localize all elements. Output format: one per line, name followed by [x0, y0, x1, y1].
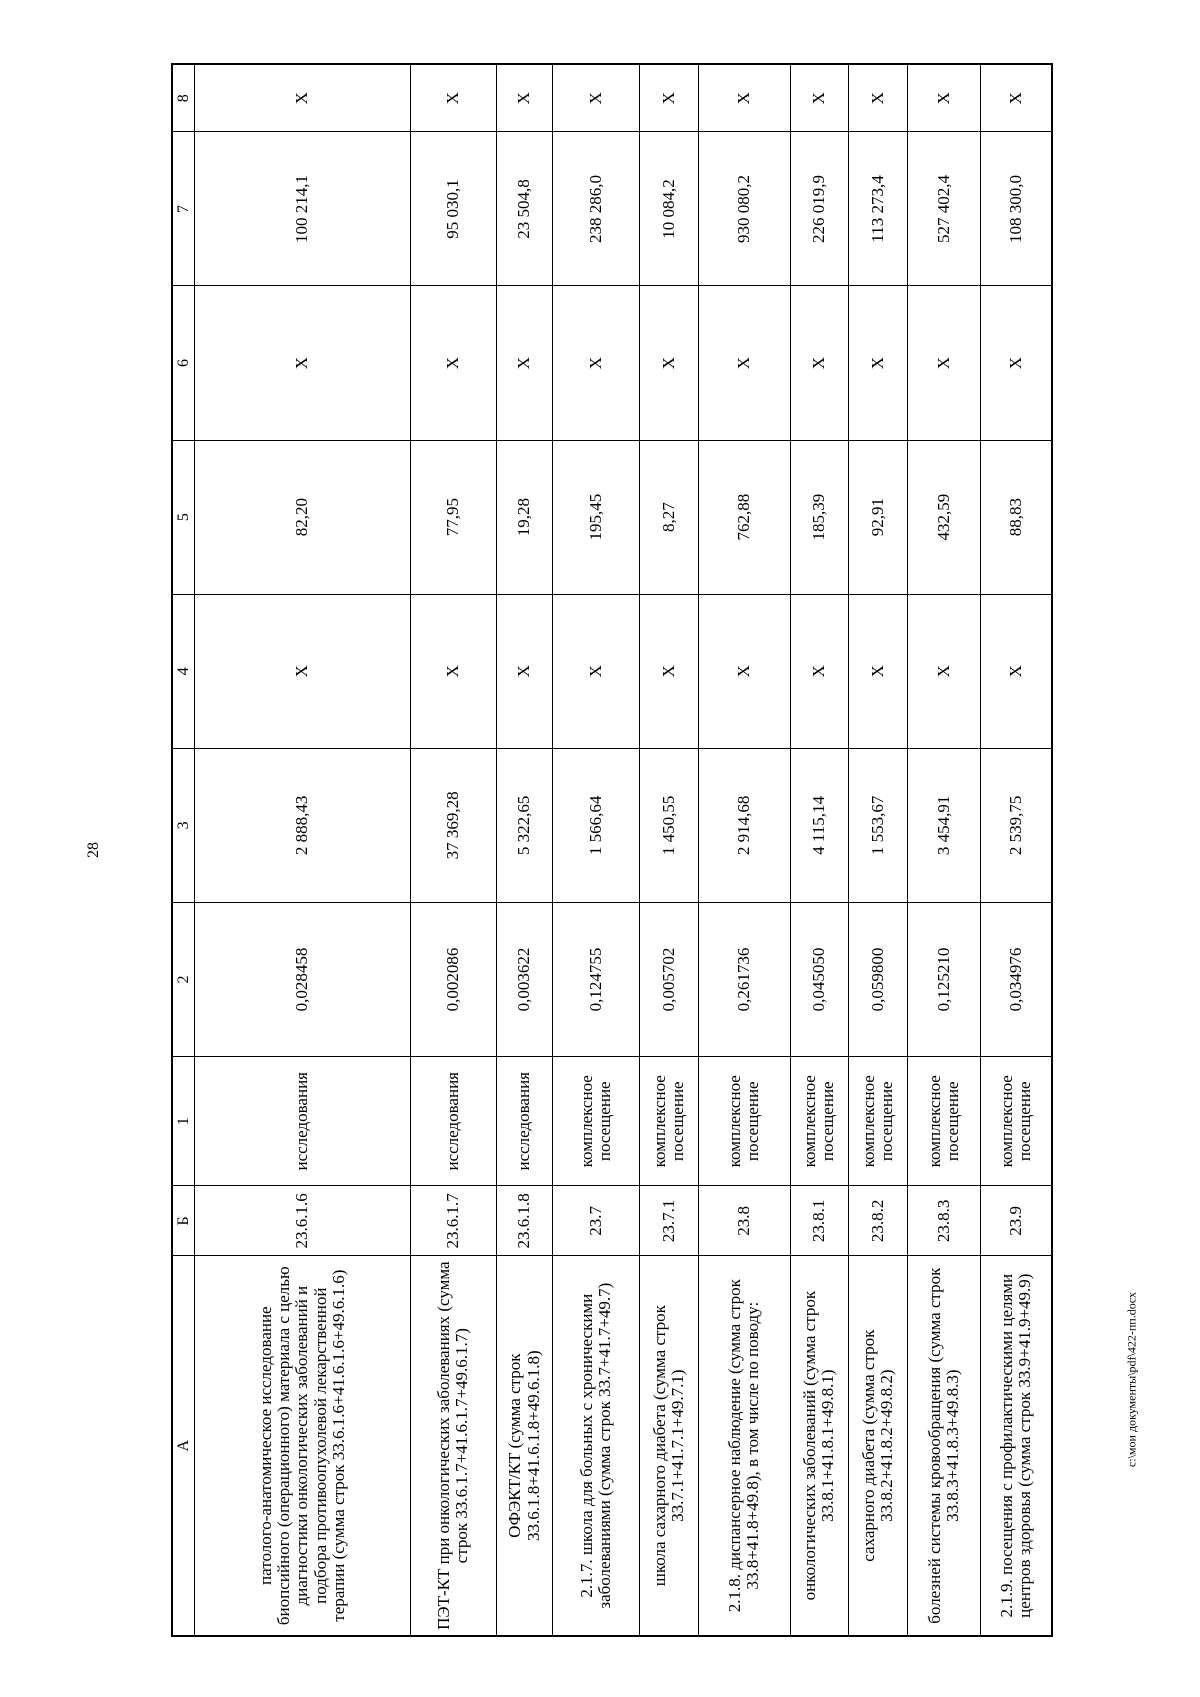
table-cell-c8: Х	[849, 64, 908, 132]
table-cell-c3: 2 914,68	[698, 748, 790, 902]
table-cell-a: ОФЭКТ/КТ (сумма строк 33.6.1.8+41.6.1.8+49.6.1.8)	[496, 1256, 552, 1636]
table-cell-c2: 0,261736	[698, 902, 790, 1056]
table-cell-c8: Х	[790, 64, 849, 132]
table-cell-c1: комплексное посещение	[790, 1057, 849, 1186]
table-cell-c8: Х	[981, 64, 1052, 132]
table-cell-c4: Х	[410, 594, 496, 748]
table-row	[698, 64, 790, 1636]
table-cell-b: 23.6.1.7	[410, 1186, 496, 1256]
table-cell-c1: исследования	[410, 1057, 496, 1186]
page-number: 28	[85, 842, 102, 858]
table-cell-c2: 0,045050	[790, 902, 849, 1056]
table-cell-c2: 0,124755	[553, 902, 640, 1056]
table-cell-c2: 0,005702	[640, 902, 699, 1056]
column-header: 8	[172, 64, 195, 132]
table-cell-b: 23.7	[553, 1186, 640, 1256]
table-row	[553, 64, 640, 1636]
column-header: 3	[172, 748, 195, 902]
table-cell-c3: 3 454,91	[907, 748, 980, 902]
table-cell-c7: 930 080,2	[698, 132, 790, 286]
data-table	[171, 63, 1053, 1637]
table-cell-c6: Х	[496, 286, 552, 440]
table-cell-c4: Х	[849, 594, 908, 748]
table-cell-c5: 82,20	[195, 440, 411, 594]
table-cell-c8: Х	[410, 64, 496, 132]
data-table-container	[171, 63, 1053, 1637]
table-cell-c4: Х	[553, 594, 640, 748]
table-cell-c8: Х	[907, 64, 980, 132]
table-body	[195, 64, 1053, 1636]
table-cell-c8: Х	[496, 64, 552, 132]
column-header: 7	[172, 132, 195, 286]
table-cell-b: 23.8.3	[907, 1186, 980, 1256]
table-cell-b: 23.8	[698, 1186, 790, 1256]
table-cell-c3: 2 888,43	[195, 748, 411, 902]
table-cell-a: патолого-анатомическое исследование биопсийного (операционного) материала с целью диагностики онкологических заболеваний и подбора противоопухолевой лекарственной терапии (сумма строк 33.6.1.6+41.6.1.6+49.6.1.6)	[195, 1256, 411, 1636]
table-cell-c4: Х	[981, 594, 1052, 748]
table-row	[849, 64, 908, 1636]
table-cell-c2: 0,059800	[849, 902, 908, 1056]
table-cell-c3: 1 450,55	[640, 748, 699, 902]
table-cell-c8: Х	[640, 64, 699, 132]
table-row	[195, 64, 411, 1636]
table-cell-c3: 1 553,67	[849, 748, 908, 902]
table-row	[790, 64, 849, 1636]
table-cell-b: 23.7.1	[640, 1186, 699, 1256]
table-cell-a: 2.1.9. посещения с профилактическими целями центров здоровья (сумма строк 33.9+41.9+49.9)	[981, 1256, 1052, 1636]
table-cell-c8: Х	[698, 64, 790, 132]
table-cell-c7: 527 402,4	[907, 132, 980, 286]
table-cell-c4: Х	[907, 594, 980, 748]
table-cell-c5: 8,27	[640, 440, 699, 594]
table-cell-a: сахарного диабета (сумма строк 33.8.2+41.8.2+49.8.2)	[849, 1256, 908, 1636]
table-cell-c3: 5 322,65	[496, 748, 552, 902]
table-cell-c1: комплексное посещение	[698, 1057, 790, 1186]
table-cell-c7: 238 286,0	[553, 132, 640, 286]
table-cell-b: 23.9	[981, 1186, 1052, 1256]
table-cell-b: 23.6.1.8	[496, 1186, 552, 1256]
footer-file-path: c:\мои документы\pdf\422-пп.docx	[1124, 1291, 1139, 1468]
table-row	[496, 64, 552, 1636]
table-cell-c7: 113 273,4	[849, 132, 908, 286]
column-header: 5	[172, 440, 195, 594]
table-cell-c1: исследования	[496, 1057, 552, 1186]
table-cell-c6: Х	[981, 286, 1052, 440]
table-cell-c8: Х	[553, 64, 640, 132]
table-cell-c7: 23 504,8	[496, 132, 552, 286]
table-cell-c5: 762,88	[698, 440, 790, 594]
column-header: А	[172, 1256, 195, 1636]
table-cell-c4: Х	[790, 594, 849, 748]
table-cell-c6: Х	[698, 286, 790, 440]
table-cell-a: 2.1.7. школа для больных с хроническими заболеваниями (сумма строк 33.7+41.7+49.7)	[553, 1256, 640, 1636]
table-cell-c3: 37 369,28	[410, 748, 496, 902]
table-cell-c1: исследования	[195, 1057, 411, 1186]
table-cell-b: 23.8.1	[790, 1186, 849, 1256]
table-cell-c6: Х	[907, 286, 980, 440]
table-cell-c7: 100 214,1	[195, 132, 411, 286]
table-cell-c5: 185,39	[790, 440, 849, 594]
table-cell-c1: комплексное посещение	[640, 1057, 699, 1186]
table-row	[907, 64, 980, 1636]
table-cell-c7: 226 019,9	[790, 132, 849, 286]
table-cell-c6: Х	[553, 286, 640, 440]
table-cell-c5: 195,45	[553, 440, 640, 594]
table-cell-c7: 95 030,1	[410, 132, 496, 286]
column-header: 2	[172, 902, 195, 1056]
table-cell-c7: 108 300,0	[981, 132, 1052, 286]
table-cell-c4: Х	[640, 594, 699, 748]
table-cell-a: болезней системы кровообращения (сумма строк 33.8.3+41.8.3+49.8.3)	[907, 1256, 980, 1636]
table-row	[410, 64, 496, 1636]
table-cell-c1: комплексное посещение	[849, 1057, 908, 1186]
table-cell-c8: Х	[195, 64, 411, 132]
column-header: 6	[172, 286, 195, 440]
table-cell-c3: 1 566,64	[553, 748, 640, 902]
table-cell-c4: Х	[496, 594, 552, 748]
column-header: 4	[172, 594, 195, 748]
table-cell-c6: Х	[790, 286, 849, 440]
table-cell-a: школа сахарного диабета (сумма строк 33.7.1+41.7.1+49.7.1)	[640, 1256, 699, 1636]
table-cell-a: онкологических заболеваний (сумма строк 33.8.1+41.8.1+49.8.1)	[790, 1256, 849, 1636]
column-header: Б	[172, 1186, 195, 1256]
table-cell-b: 23.8.2	[849, 1186, 908, 1256]
table-cell-c6: Х	[849, 286, 908, 440]
table-cell-c5: 92,91	[849, 440, 908, 594]
table-cell-c3: 2 539,75	[981, 748, 1052, 902]
table-cell-c4: Х	[698, 594, 790, 748]
table-cell-c2: 0,125210	[907, 902, 980, 1056]
table-header-row	[172, 64, 195, 1636]
table-cell-c1: комплексное посещение	[553, 1057, 640, 1186]
table-cell-c2: 0,028458	[195, 902, 411, 1056]
table-cell-c5: 19,28	[496, 440, 552, 594]
table-cell-c4: Х	[195, 594, 411, 748]
table-row	[640, 64, 699, 1636]
table-cell-c1: комплексное посещение	[981, 1057, 1052, 1186]
table-cell-c6: Х	[195, 286, 411, 440]
table-cell-c6: Х	[640, 286, 699, 440]
table-cell-c2: 0,002086	[410, 902, 496, 1056]
table-cell-b: 23.6.1.6	[195, 1186, 411, 1256]
table-cell-c5: 88,83	[981, 440, 1052, 594]
table-cell-c3: 4 115,14	[790, 748, 849, 902]
table-cell-a: 2.1.8. диспансерное наблюдение (сумма строк 33.8+41.8+49.8), в том числе по поводу:	[698, 1256, 790, 1636]
table-cell-c1: комплексное посещение	[907, 1057, 980, 1186]
table-cell-c2: 0,034976	[981, 902, 1052, 1056]
table-row	[981, 64, 1052, 1636]
table-cell-c7: 10 084,2	[640, 132, 699, 286]
table-cell-c5: 77,95	[410, 440, 496, 594]
column-header: 1	[172, 1057, 195, 1186]
table-cell-c6: Х	[410, 286, 496, 440]
table-cell-a: ПЭТ-КТ при онкологических заболеваниях (сумма строк 33.6.1.7+41.6.1.7+49.6.1.7)	[410, 1256, 496, 1636]
table-cell-c2: 0,003622	[496, 902, 552, 1056]
table-cell-c5: 432,59	[907, 440, 980, 594]
